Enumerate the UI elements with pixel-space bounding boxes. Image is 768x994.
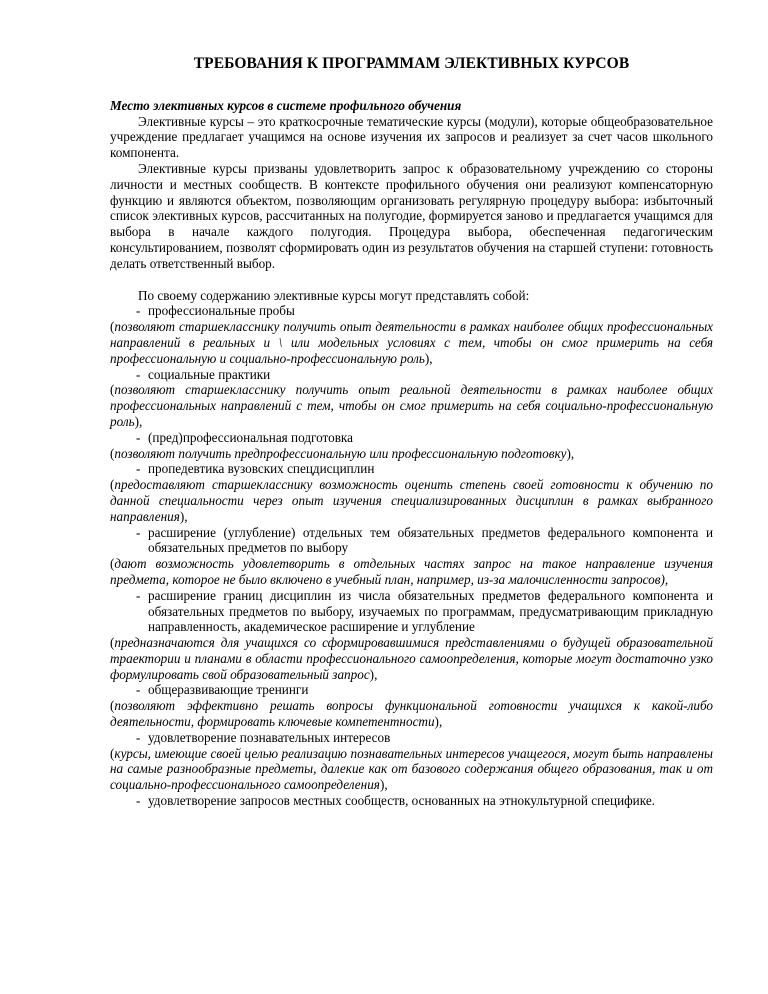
desc-close: ), bbox=[434, 714, 443, 730]
list-item-label: удовлетворение запросов местных сообществ, основанных на этнокультурной специфике. bbox=[148, 793, 655, 809]
list-item-label: расширение границ дисциплин из числа обязательных предметов федерального компонента и обязательных предметов по выбору, изучаемых по программам, предусматривающим прикладную направленность, академическое расширение и углубление bbox=[148, 587, 713, 635]
list-item-label: общеразвивающие тренинги bbox=[148, 682, 309, 698]
list-item-description bbox=[110, 556, 713, 588]
list-item-description bbox=[110, 319, 713, 366]
list-dash: - bbox=[136, 793, 141, 809]
list-item bbox=[110, 588, 713, 635]
list-item-label: пропедевтика вузовских спецдисциплин bbox=[148, 461, 375, 477]
desc-open: ( bbox=[110, 477, 115, 493]
list-dash: - bbox=[136, 524, 141, 540]
list-dash: - bbox=[136, 587, 141, 603]
desc-close: ), bbox=[134, 413, 143, 429]
course-types-list bbox=[110, 303, 713, 809]
desc-close: ), bbox=[379, 777, 388, 793]
list-item-description bbox=[110, 382, 713, 429]
list-dash: - bbox=[136, 461, 141, 477]
list-item bbox=[110, 525, 713, 557]
list-dash: - bbox=[136, 682, 141, 698]
desc-text: позволяют получить предпрофессиональную или профессиональную подготовку bbox=[114, 445, 567, 461]
paragraph-2: Элективные курсы призваны удовлетворить запрос к образовательному учреждению со стороны личности и местных сообществ. В контексте профильного обучения они реализуют компенсаторную функцию и являются объектом, позволяющим организовать регулярную процедуру выбора: избыточный список элективных курсов, рассчитанных на полугодие, формируется заново и предлагается учащимся для выбора в начале каждого полугодия. Процедура выбора, обеспеченная педагогическим консультированием, позволят сформировать один из результатов обучения на старшей ступени: готовность делать ответственный выбор. bbox=[110, 160, 713, 271]
list-item bbox=[110, 303, 713, 319]
desc-text: дают возможность удовлетворить в отдельных частях запрос на такое направление изучения предмета, которое не было включено в учебный план, например, из-за малочисленности запросов) bbox=[110, 556, 713, 587]
desc-open: ( bbox=[110, 382, 115, 398]
list-item-description bbox=[110, 446, 713, 462]
list-item bbox=[110, 682, 713, 698]
list-item-label: расширение (углубление) отдельных тем обязательных предметов федерального компонента и обязательных предметов по выбору bbox=[148, 524, 713, 556]
desc-close: ), bbox=[179, 508, 188, 524]
list-dash: - bbox=[136, 429, 141, 445]
desc-open: ( bbox=[110, 698, 115, 714]
desc-text: курсы, имеющие своей целью реализацию познавательных интересов учащегося, могут быть направлены на самые разнообразные предметы, далекие как от базового содержания общего образования, так и от социально-профессионального самоопределения bbox=[110, 745, 713, 793]
desc-text: позволяют эффективно решать вопросы функциональной готовности учащихся к какой-либо деятельности, формировать ключевые компетентности bbox=[110, 698, 713, 730]
list-dash: - bbox=[136, 729, 141, 745]
desc-open: ( bbox=[110, 635, 115, 651]
list-dash: - bbox=[136, 366, 141, 382]
desc-close: ), bbox=[566, 445, 575, 461]
paragraph-1: Элективные курсы – это краткосрочные тематические курсы (модули), которые общеобразовательное учреждение предлагает учащимся на основе изучения их запросов и реализует за счет часов школьного компонента. bbox=[110, 113, 713, 161]
desc-text: предоставляют старшекласснику возможность оценить степень своей готовности к обучению по данной специальности через опыт изучения специализированных дисциплин в рамках выбранного направления bbox=[110, 477, 713, 524]
list-intro: По своему содержанию элективные курсы могут представлять собой: bbox=[138, 287, 530, 303]
list-dash: - bbox=[136, 303, 141, 319]
desc-close: ), bbox=[424, 350, 433, 366]
desc-close: , bbox=[664, 571, 669, 587]
desc-text: позволяют старшекласснику получить опыт деятельности в рамках наиболее общих профессиональных направлений в реальных и \ или модельных условиях с тем, чтобы он смог примерить на себя профессиональную и социально-профессиональную роль bbox=[110, 319, 713, 366]
list-item bbox=[110, 793, 713, 809]
paragraph-spacer bbox=[110, 272, 713, 288]
section-heading: Место элективных курсов в системе профильного обучения bbox=[110, 97, 462, 113]
desc-open: ( bbox=[110, 556, 115, 572]
desc-text: позволяют старшекласснику получить опыт реальной деятельности в рамках наиболее общих профессиональных направлений с тем, чтобы он смог примерить на себя социально-профессиональную роль bbox=[110, 382, 713, 429]
list-item bbox=[110, 367, 713, 383]
list-item bbox=[110, 430, 713, 446]
list-item-description bbox=[110, 746, 713, 793]
desc-close: ), bbox=[369, 666, 378, 682]
list-item bbox=[110, 730, 713, 746]
desc-open: ( bbox=[110, 319, 115, 335]
list-item bbox=[110, 461, 713, 477]
desc-open: ( bbox=[110, 445, 115, 461]
document-title: ТРЕБОВАНИЯ К ПРОГРАММАМ ЭЛЕКТИВНЫХ КУРСОВ bbox=[193, 55, 630, 72]
desc-text: предназначаются для учащихся со сформировавшимися представлениями о будущей образовательной траектории и планами в области профессионального самоопределения, которые могут достаточно узко формулировать свой образовательный запрос bbox=[110, 635, 713, 682]
document-page bbox=[110, 56, 713, 809]
list-item-label: удовлетворение познавательных интересов bbox=[148, 729, 391, 745]
list-item-description bbox=[110, 635, 713, 682]
list-item-description bbox=[110, 477, 713, 524]
desc-open: ( bbox=[110, 745, 115, 761]
list-item-label: (пред)профессиональная подготовка bbox=[148, 429, 353, 445]
list-item-description bbox=[110, 698, 713, 730]
list-item-label: социальные практики bbox=[148, 366, 271, 382]
list-item-label: профессиональные пробы bbox=[148, 303, 295, 319]
